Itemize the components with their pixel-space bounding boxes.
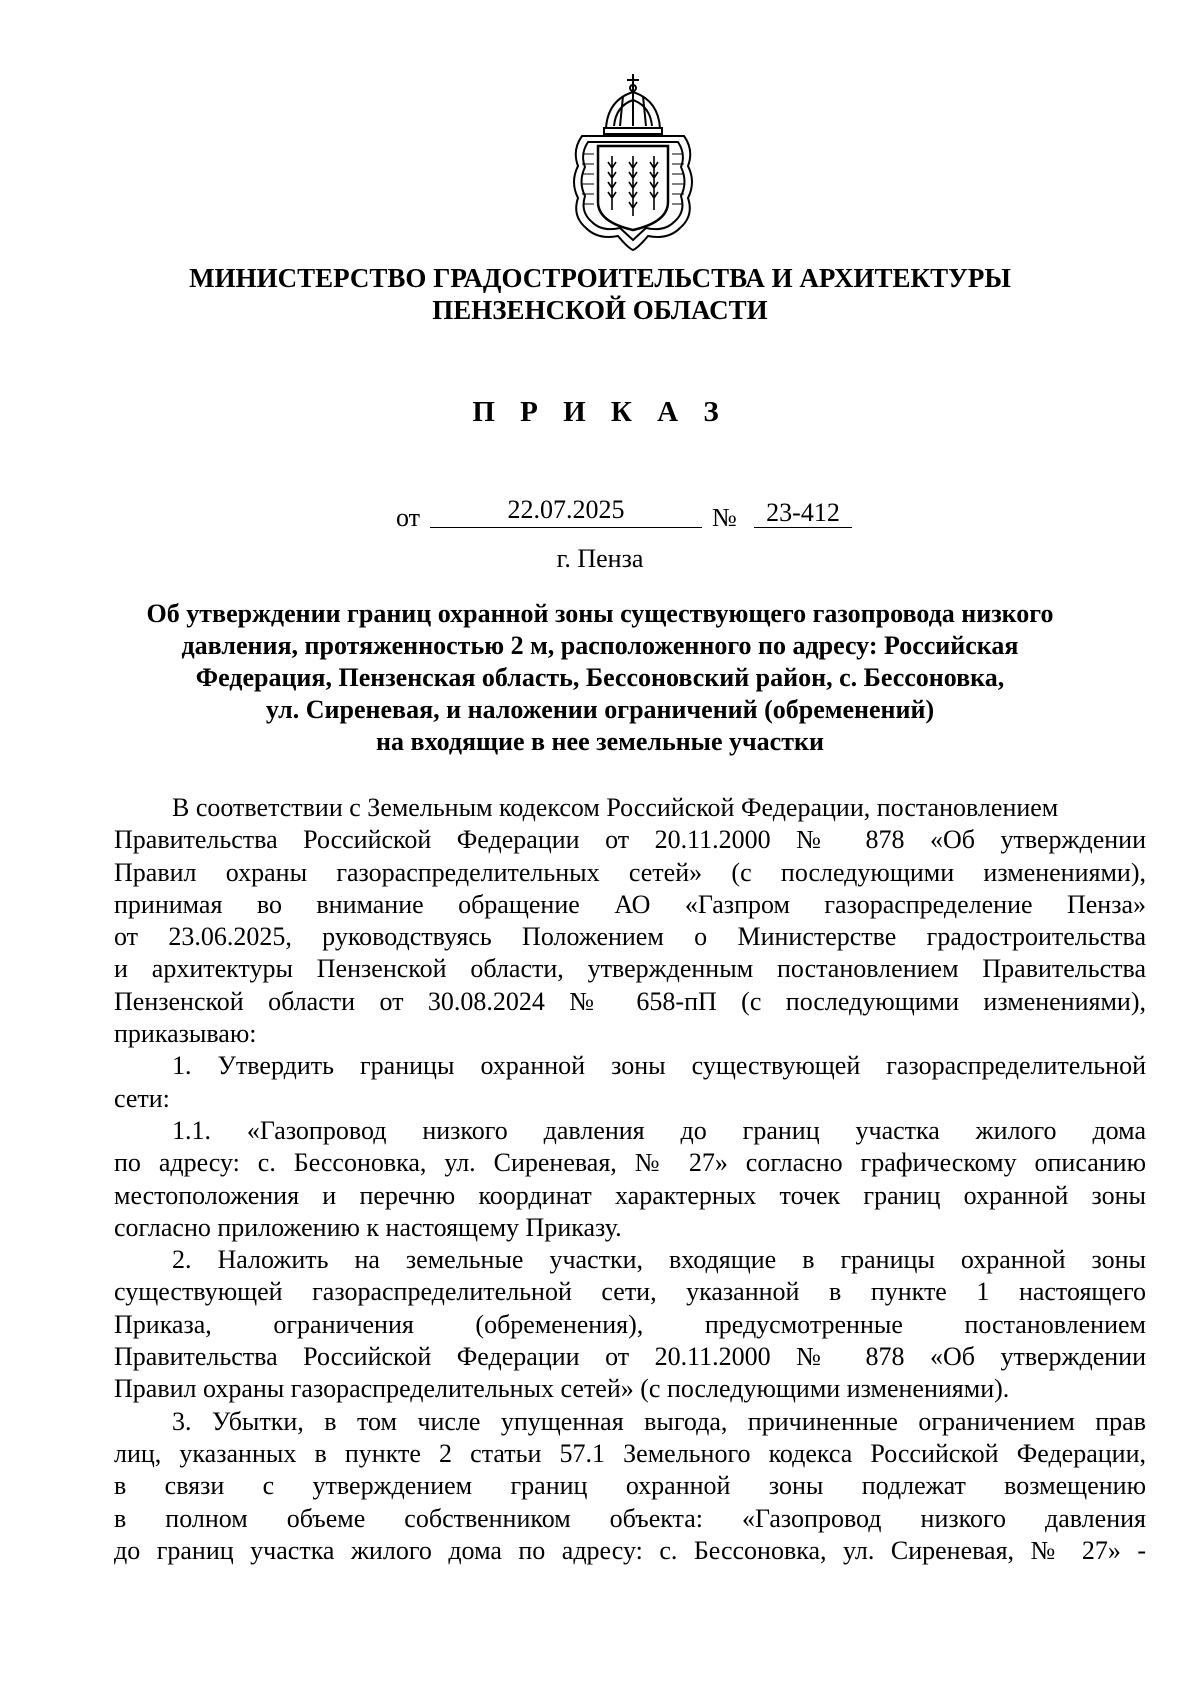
title-line: Федерация, Пензенская область, Бессоновский район, с. Бессоновка, (195, 663, 1005, 692)
title-line: Об утверждении границ охранной зоны существующего газопровода низкого (146, 599, 1054, 628)
body-line: существующей газораспределительной сети, указанной в пункте 1 настоящего (114, 1277, 1146, 1307)
body-line: Правил охраны газораспределительных сетей» (с последующими изменениями). (114, 1374, 1010, 1404)
title-line: на входящие в нее земельные участки (376, 727, 824, 756)
body-line: и архитектуры Пензенской области, утвержденным постановлением Правительства (114, 954, 1146, 984)
body-line: от 23.06.2025, руководствуясь Положением о Министерстве градостроительства (114, 922, 1146, 952)
number-prefix: № (712, 503, 737, 532)
body-line: Приказа, ограничения (обременения), предусмотренные постановлением (114, 1309, 1146, 1339)
body-line: Правительства Российской Федерации от 20.11.2000 № 878 «Об утверждении (114, 1342, 1146, 1372)
city: г. Пенза (556, 544, 644, 573)
body-line: местоположения и перечню координат характерных точек границ охранной зоны (114, 1180, 1146, 1210)
title-line: ул. Сиреневая, и наложении ограничений (обременений) (265, 695, 935, 724)
document-type: П Р И К А З (472, 396, 728, 428)
document-number: 23-412 (754, 497, 852, 528)
body-line: Правительства Российской Федерации от 20.11.2000 № 878 «Об утверждении (114, 825, 1146, 855)
ministry-name (150, 262, 1050, 326)
ministry-name-line: ПЕНЗЕНСКОЙ ОБЛАСТИ (432, 295, 768, 325)
body-line: в связи с утверждением границ охранной зоны подлежат возмещению (114, 1471, 1146, 1501)
body-line: Правил охраны газораспределительных сетей» (с последующими изменениями), (114, 857, 1146, 887)
body-line: приказываю: (114, 1019, 257, 1049)
date-prefix: от (396, 503, 421, 532)
body-line: согласно приложению к настоящему Приказу. (114, 1212, 622, 1242)
body-line: 1.1. «Газопровод низкого давления до границ участка жилого дома (172, 1115, 1146, 1145)
document-title (120, 598, 1080, 758)
body-line: В соответствии с Земельным кодексом Российской Федерации, постановлением (172, 793, 1059, 822)
body-line: 2. Наложить на земельные участки, входящие в границы охранной зоны (172, 1245, 1146, 1275)
title-line: давления, протяженностью 2 м, расположенного по адресу: Российская (181, 631, 1019, 660)
body-line: 3. Убытки, в том числе упущенная выгода, причиненные ограничением прав (172, 1406, 1146, 1436)
body-line: до границ участка жилого дома по адресу: с. Бессоновка, ул. Сиреневая, № 27» - (114, 1535, 1146, 1565)
body-line: в полном объеме собственником объекта: «Газопровод низкого давления (114, 1503, 1146, 1533)
body-line: 1. Утвердить границы охранной зоны существующей газораспределительной (172, 1051, 1146, 1081)
body-line: лиц, указанных в пункте 2 статьи 57.1 Земельного кодекса Российской Федерации, (114, 1438, 1146, 1468)
date-number-line (396, 497, 876, 533)
body-line: Пензенской области от 30.08.2024 № 658-пП (с последующими изменениями), (114, 986, 1146, 1016)
body-line: принимая во внимание обращение АО «Газпром газораспределение Пенза» (114, 889, 1146, 919)
ministry-name-line: МИНИСТЕРСТВО ГРАДОСТРОИТЕЛЬСТВА И АРХИТЕКТУРЫ (189, 263, 1011, 293)
body-line: сети: (114, 1083, 170, 1113)
body-line: по адресу: с. Бессоновка, ул. Сиреневая, № 27» согласно графическому описанию (114, 1148, 1146, 1178)
document-date: 22.07.2025 (430, 497, 702, 528)
document-body (114, 792, 1146, 1567)
coat-of-arms-emblem (568, 70, 698, 252)
